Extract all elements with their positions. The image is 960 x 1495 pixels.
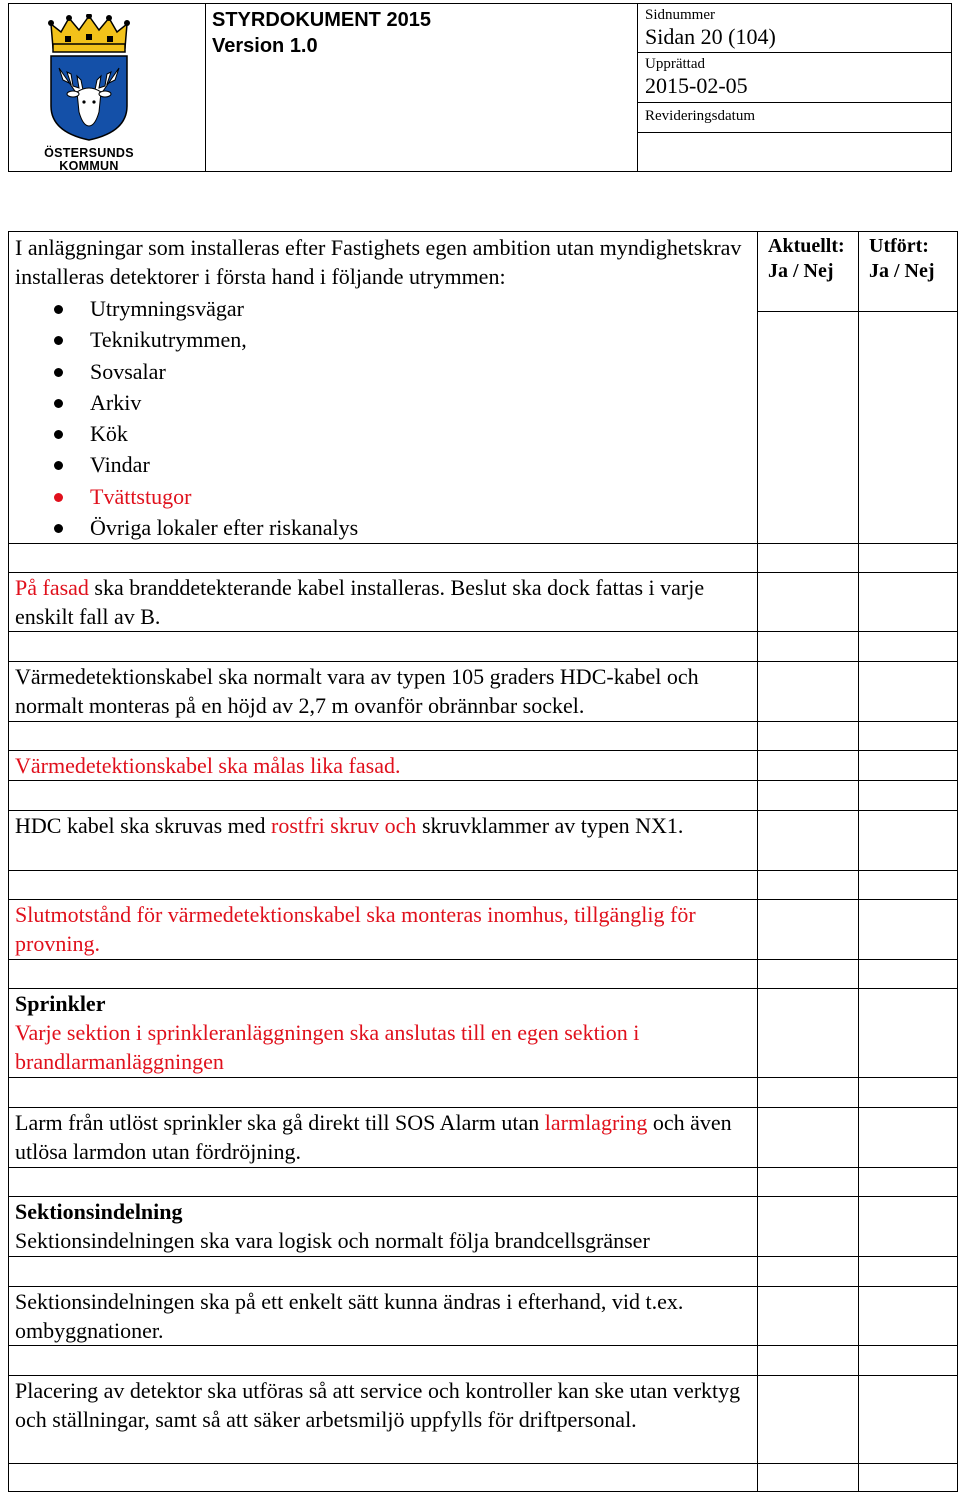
row-rule xyxy=(9,1463,957,1464)
section-division-heading: Sektionsindelning xyxy=(15,1199,183,1224)
list-item: Sovsalar xyxy=(9,356,749,387)
aktuellt-label: Aktuellt: xyxy=(768,235,845,257)
column-header-aktuellt xyxy=(768,234,845,284)
room-list xyxy=(9,293,749,543)
row-rule xyxy=(9,1077,957,1078)
logo-text-line1: ÖSTERSUNDS xyxy=(44,146,134,160)
fasad-rest: ska branddetekterande kabel installeras. Beslut ska dock fattas i varje enskilt fall av B. xyxy=(15,575,705,629)
logo-cell xyxy=(9,4,206,171)
row-rule xyxy=(9,959,957,960)
column-divider-aktuellt xyxy=(757,232,758,1491)
end-resistor-text: Slutmotstånd för värmedetektionskabel ska monteras inomhus, tillgänglig för provning. xyxy=(15,902,696,956)
list-item: Teknikutrymmen, xyxy=(9,324,749,355)
sprinkler-text: Varje sektion i sprinkleranläggningen ska anslutas till en egen sektion i brandlarmanläggningen xyxy=(15,1020,640,1074)
aktuellt-options: Ja / Nej xyxy=(768,260,834,282)
row-rule xyxy=(757,311,957,312)
list-item: Tvättstugor xyxy=(9,481,749,512)
hdc-highlight: och xyxy=(384,813,417,838)
row-rule xyxy=(9,721,957,722)
intro-text: I anläggningar som installeras efter Fastighets egen ambition utan myndighetskrav installeras detektorer i första hand i följande utrymmen: xyxy=(15,235,742,289)
hdc-part: HDC kabel ska skruvas med xyxy=(15,813,272,838)
page-number-label: Sidnummer xyxy=(645,7,715,23)
document-header xyxy=(8,3,952,172)
alarm-text xyxy=(15,1108,751,1166)
section-division-text: Sektionsindelningen ska vara logisk och normalt följa brandcellsgränser xyxy=(15,1228,650,1253)
row-rule xyxy=(9,1167,957,1168)
utfort-options: Ja / Nej xyxy=(869,260,935,282)
column-header-utfort xyxy=(869,234,935,284)
alarm-part: Larm från utlöst sprinkler ska gå direkt till SOS Alarm utan xyxy=(15,1110,545,1135)
fasad-highlight: På fasad xyxy=(15,575,89,600)
detector-placement-text: Placering av detektor ska utföras så att service och kontroller kan ske utan verktyg och ställningar, samt så att säker arbetsmiljö uppfylls för driftpersonal. xyxy=(15,1378,741,1432)
title-cell xyxy=(206,4,638,171)
fasad-text xyxy=(15,573,751,631)
created-label: Upprättad xyxy=(645,56,705,72)
logo-text-line2: KOMMUN xyxy=(59,159,119,173)
sprinkler-heading: Sprinkler xyxy=(15,991,106,1016)
document-title: STYRDOKUMENT 2015 xyxy=(212,9,431,31)
row-rule xyxy=(9,1256,957,1257)
checklist-table xyxy=(8,231,958,1492)
utfort-label: Utfört: xyxy=(869,235,929,257)
created-value: 2015-02-05 xyxy=(645,73,748,98)
row-rule xyxy=(9,631,957,632)
revision-label: Revideringsdatum xyxy=(645,108,755,124)
alarm-part: och även utlösa larmdon utan fördröjning. xyxy=(15,1110,732,1164)
hdc-highlight: rostfri skruv xyxy=(271,813,380,838)
page-number-value: Sidan 20 (104) xyxy=(645,24,776,49)
page-number-field xyxy=(638,4,951,53)
column-divider-utfort xyxy=(858,232,859,1491)
row-rule xyxy=(9,1345,957,1346)
hdc-text xyxy=(15,811,751,840)
heat-cable-paint-text: Värmedetektionskabel ska målas lika fasad. xyxy=(15,753,401,778)
alarm-highlight: larmlagring xyxy=(544,1110,648,1135)
section-change-text: Sektionsindelningen ska på ett enkelt sätt kunna ändras i efterhand, vid t.ex. ombyggnationer. xyxy=(15,1289,684,1343)
meta-cell xyxy=(638,4,951,171)
list-item: Vindar xyxy=(9,449,749,480)
revision-field xyxy=(638,103,951,133)
list-item: Utrymningsvägar xyxy=(9,293,749,324)
document-version: Version 1.0 xyxy=(212,35,318,57)
row-rule xyxy=(9,870,957,871)
revision-value-field xyxy=(638,133,951,173)
heat-cable-text: Värmedetektionskabel ska normalt vara av typen 105 graders HDC-kabel och normalt monteras på en höjd av 2,7 m ovanför obrännbar sockel. xyxy=(15,664,699,718)
list-item: Övriga lokaler efter riskanalys xyxy=(9,512,749,543)
list-item: Arkiv xyxy=(9,387,749,418)
hdc-part: skruvklammer av typen NX1. xyxy=(416,813,684,838)
row-rule xyxy=(9,780,957,781)
section-division xyxy=(15,1197,751,1255)
sprinkler-section xyxy=(15,989,751,1076)
coat-of-arms-logo xyxy=(47,14,131,142)
list-item: Kök xyxy=(9,418,749,449)
created-field xyxy=(638,53,951,103)
